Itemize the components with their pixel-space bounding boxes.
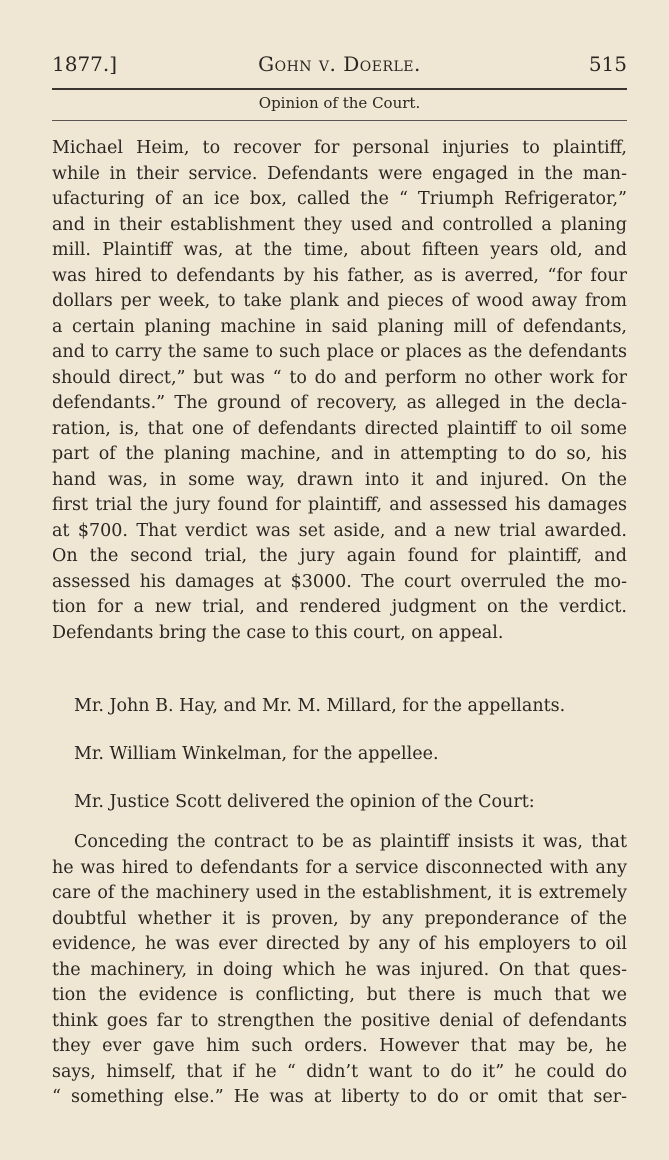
text-line: they ever gave him such orders. However that may be, he — [52, 1036, 627, 1056]
text-line: he was hired to defendants for a service disconnected with any — [52, 857, 627, 878]
text-line: mill. Plaintiff was, at the time, about fifteen years old, and — [52, 240, 627, 260]
text-line: first trial the jury found for plaintiff, and assessed his damages — [52, 495, 627, 515]
text-line: care of the machinery used in the establishment, it is extremely — [52, 883, 627, 903]
text-line: tion the evidence is conflicting, but there is much that we — [52, 985, 627, 1005]
text-line: should direct,” but was “ to do and perform no other work for — [52, 367, 627, 388]
text-line: Defendants bring the case to this court, on appeal. — [52, 622, 504, 643]
text-line: Conceding the contract to be as plaintiff insists it was, that — [74, 832, 627, 852]
text-line: was hired to defendants by his father, as is averred, “for four — [52, 265, 627, 286]
text-line: “ something else.” He was at liberty to do or omit that ser- — [52, 1087, 627, 1107]
text-line: doubtful whether it is proven, by any preponderance of the — [52, 908, 627, 929]
text-line: hand was, in some way, drawn into it and injured. On the — [52, 469, 627, 490]
text-line: assessed his damages at $3000. The court overruled the mo- — [52, 571, 627, 592]
counsel-appellee: Mr. William Winkelman, for the appellee. — [74, 744, 439, 764]
header-page-number: 515 — [588, 52, 627, 76]
text-line: think goes far to strengthen the positive denial of defendants — [52, 1010, 627, 1031]
text-line: and to carry the same to such place or places as the defendants — [52, 342, 627, 362]
paragraph-2 — [52, 830, 627, 1111]
header-rule — [52, 88, 627, 90]
text-line: dollars per week, to take plank and pieces of wood away from — [52, 291, 627, 311]
header-case-title: Gohn v. Doerle. — [258, 52, 421, 76]
text-line: Michael Heim, to recover for personal injuries to plaintiff, — [52, 138, 627, 158]
paragraph-1 — [52, 136, 627, 646]
text-line: evidence, he was ever directed by any of his employers to oil — [52, 934, 627, 954]
text-line: ufacturing of an ice box, called the “ Triumph Refrigerator,” — [52, 189, 627, 209]
text-line: a certain planing machine in said planing mill of defendants, — [52, 316, 627, 337]
section-heading: Opinion of the Court. — [258, 94, 421, 112]
text-line: while in their service. Defendants were engaged in the man- — [52, 163, 627, 184]
text-line: the machinery, in doing which he was injured. On that ques- — [52, 959, 627, 980]
text-line: tion for a new trial, and rendered judgment on the verdict. — [52, 597, 627, 617]
text-line: at $700. That verdict was set aside, and a new trial awarded. — [52, 520, 627, 541]
text-line: ration, is, that one of defendants directed plaintiff to oil some — [52, 418, 627, 439]
text-line: says, himself, that if he “ didn’t want to do it” he could do — [52, 1061, 627, 1082]
text-line: part of the planing machine, and in attempting to do so, his — [52, 444, 627, 464]
running-head — [52, 52, 627, 80]
text-line: and in their establishment they used and controlled a planing — [52, 214, 627, 235]
opinion-attribution: Mr. Justice Scott delivered the opinion of the Court: — [74, 792, 535, 812]
header-year: 1877.] — [52, 52, 118, 76]
counsel-appellants: Mr. John B. Hay, and Mr. M. Millard, for the appellants. — [74, 696, 566, 716]
text-line: defendants.” The ground of recovery, as alleged in the decla- — [52, 393, 627, 413]
section-rule — [52, 120, 627, 121]
text-line: On the second trial, the jury again found for plaintiff, and — [52, 546, 627, 566]
